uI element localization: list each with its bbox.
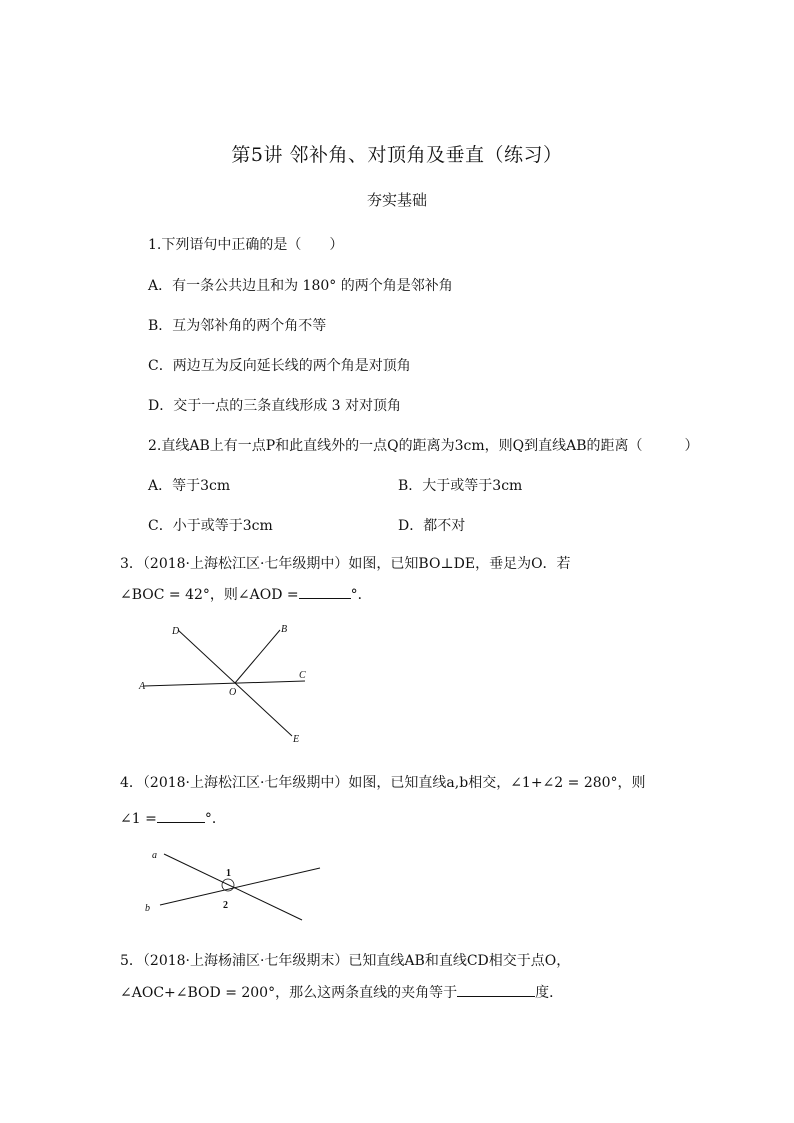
label-angle-2: 2 — [223, 900, 228, 911]
label-b: B — [281, 624, 288, 635]
section-heading: 夯实基础 — [366, 191, 427, 209]
q1-option-a: A．有一条公共边且和为 180° 的两个角是邻补角 — [148, 278, 453, 294]
label-angle-1: 1 — [226, 868, 231, 879]
q2-stem: 2.直线AB上有一点P和此直线外的一点Q的距离为3cm，则Q到直线AB的距离（ ） — [148, 438, 699, 454]
q4-unit: °． — [204, 811, 226, 827]
label-a: A — [139, 681, 146, 692]
q3-angle-expression: ∠BOC = 42°，则∠AOD = — [120, 587, 299, 603]
q3-figure — [130, 618, 320, 748]
q2-option-b: B．大于或等于3cm — [398, 478, 523, 494]
ray-ob — [235, 630, 280, 683]
q4-answer-blank — [157, 808, 205, 823]
q1-option-d: D．交于一点的三条直线形成 3 对对顶角 — [148, 398, 402, 414]
q4-angle-expression: ∠1 = — [120, 811, 157, 827]
line-b — [160, 868, 320, 905]
q5-stem-line2 — [120, 982, 563, 1002]
label-b: b — [145, 903, 150, 914]
q2-option-d: D．都不对 — [398, 518, 466, 534]
q1-stem: 1.下列语句中正确的是（ ） — [148, 237, 344, 253]
q1-option-b: B．互为邻补角的两个角不等 — [148, 318, 327, 334]
line-ac — [144, 681, 305, 686]
q1-option-c: C．两边互为反向延长线的两个角是对顶角 — [148, 358, 411, 374]
q2-option-a: A．等于3cm — [148, 478, 231, 494]
q3-stem-line2 — [120, 584, 372, 604]
q5-unit: 度． — [535, 985, 564, 1001]
label-o: O — [229, 687, 237, 698]
q5-angle-expression: ∠AOC+∠BOD = 200°，那么这两条直线的夹角等于 — [120, 985, 458, 1001]
q3-stem-line1: 3．（2018·上海松江区·七年级期中）如图，已知BO⊥DE，垂足为O．若 — [120, 556, 571, 572]
q4-figure — [140, 840, 330, 930]
label-e: E — [293, 734, 300, 745]
page-title: 第5讲 邻补角、对顶角及垂直（练习） — [231, 144, 563, 166]
q4-stem-line1: 4．（2018·上海松江区·七年级期中）如图，已知直线a,b相交，∠1+∠2 = 280°，则 — [120, 775, 646, 791]
line-a — [164, 854, 302, 920]
q3-answer-blank — [299, 584, 351, 599]
q2-option-c: C．小于或等于3cm — [148, 518, 273, 534]
q3-unit: °． — [350, 587, 372, 603]
q5-stem-line1: 5．（2018·上海杨浦区·七年级期末）已知直线AB和直线CD相交于点O， — [120, 953, 571, 969]
q5-answer-blank — [457, 982, 535, 997]
label-a: a — [152, 850, 157, 861]
label-d: D — [172, 626, 180, 637]
label-c: C — [299, 670, 306, 681]
q4-stem-line2 — [120, 808, 226, 828]
